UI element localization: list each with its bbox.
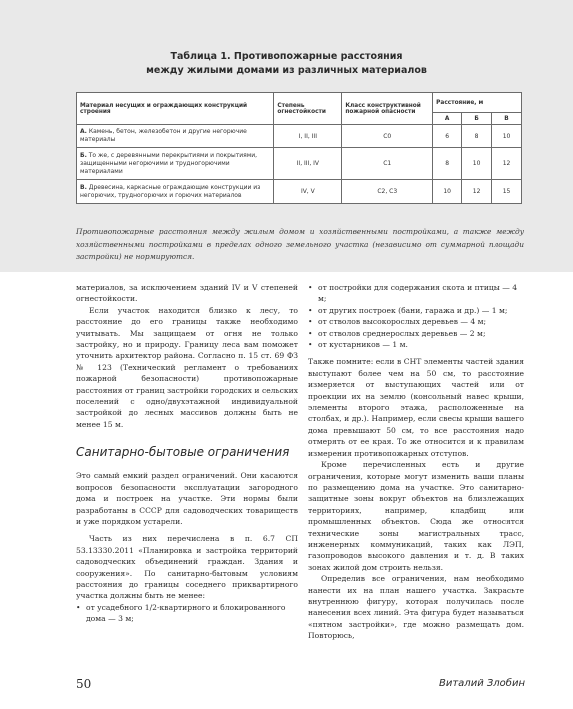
paragraph: Если участок находится близко к лесу, то расстояние до его границы также необходимо учитывать. Мы защищаем от огня не только застройку, но и природу. Границу леса вам поможет уточнить архитектор района. Согласно п. 15 ст. 69 ФЗ № 123 (Технический регламент о требованиях пожарной безопасности) противопожарные расстояния от границ застройки городских и сельских поселений с одно/двухэтажной индивидуальной застройкой до лесных массивов должны быть не менее 15 м. bbox=[76, 305, 298, 429]
header-distance: Расстояние, м bbox=[433, 93, 522, 113]
row-class: C2, C3 bbox=[342, 180, 433, 204]
list-item: • от кустарников — 1 м. bbox=[308, 340, 408, 350]
section-heading: Санитарно-бытовые ограничения bbox=[76, 445, 290, 460]
left-column bbox=[76, 282, 298, 625]
bullet-icon: • bbox=[308, 340, 313, 350]
row-b: 10 bbox=[462, 148, 492, 180]
list-item: • от других построек (бани, гаража и др.) — 1 м; bbox=[308, 305, 508, 315]
distance-list bbox=[308, 282, 524, 350]
paragraph: Часть из них перечислена в п. 6.7 СП 53.13330.2011 «Планировка и застройка территорий садоводческих объединений граждан. Здания и сооружения». По санитарно-бытовым условиям расстояния до границы соседнего приквартирного участка должны быть не менее: bbox=[76, 534, 298, 601]
fire-distance-table bbox=[76, 92, 522, 204]
header-degree: Степень огнестойкости bbox=[274, 93, 342, 125]
row-degree: I, II, III bbox=[274, 125, 342, 148]
row-a: 10 bbox=[433, 180, 462, 204]
table-row bbox=[77, 148, 522, 180]
list-item: • от усадебного 1/2-квартирного и блокированного дома — 3 м; bbox=[76, 602, 286, 624]
paragraph: Также помните: если в СНТ элементы частей здания выступают более чем на 50 см, то расстояние измеряется от выступающих частей или от проекции их на землю (консольный навес крыши, элементы второго этажа, расположенные на столбах, и др.). Например, если свесы крыши вашего дома превышают 50 см, то все расстояния надо отмерять от ее края. То же относится и к правилам измерения противопожарных отступов. bbox=[308, 357, 524, 458]
table-row bbox=[77, 180, 522, 204]
header-material: Материал несущих и ограждающих конструкций строения bbox=[77, 93, 274, 125]
row-v: 10 bbox=[492, 125, 522, 148]
distance-list bbox=[76, 602, 298, 625]
header-class: Класс конструктивной пожарной опасности bbox=[342, 93, 433, 125]
row-material: Б. То же, с деревянными перекрытиями и покрытиями, защищенными негорючими и трудногорючими материалами bbox=[77, 148, 274, 180]
row-v: 12 bbox=[492, 148, 522, 180]
bullet-icon: • bbox=[308, 317, 313, 327]
table-note: Противопожарные расстояния между жилым домом и хозяйственными постройками, а также между хозяйственными постройками в пределах одного земельного участка (независимо от суммарной площади застройки) не нормируются. bbox=[76, 227, 524, 261]
bullet-icon: • bbox=[308, 328, 313, 338]
row-degree: IV, V bbox=[274, 180, 342, 204]
bullet-icon: • bbox=[76, 602, 81, 612]
paragraph: Это самый емкий раздел ограничений. Они касаются вопросов безопасности эксплуатации загородного дома и построек на участке. Эти нормы были разработаны в СССР для садоводческих товариществ и уже порядком устарели. bbox=[76, 471, 298, 526]
bullet-icon: • bbox=[308, 283, 313, 292]
row-class: C1 bbox=[342, 148, 433, 180]
table-header-row bbox=[77, 93, 522, 113]
list-item: • от стволов среднерослых деревьев — 2 м; bbox=[308, 328, 486, 338]
row-a: 8 bbox=[433, 148, 462, 180]
table-title-line2: между жилыми домами из различных материалов bbox=[146, 65, 427, 76]
paragraph: Определив все ограничения, нам необходимо нанести их на план нашего участка. Закрасьте внутреннюю фигуру, которая получилась после нанесения всех линий. Эта фигура будет называться «пятном застройки», где можно размещать дом. Повторюсь, bbox=[308, 574, 524, 641]
row-b: 12 bbox=[462, 180, 492, 204]
page-number: 50 bbox=[76, 677, 92, 691]
right-column bbox=[308, 282, 524, 642]
bullet-icon: • bbox=[308, 305, 313, 315]
paragraph: материалов, за исключением зданий IV и V степеней огнестойкости. bbox=[76, 283, 298, 304]
row-material: В. Древесина, каркасные ограждающие конструкции из негорючих, трудногорючих и горючих материалов bbox=[77, 180, 274, 204]
row-a: 6 bbox=[433, 125, 462, 148]
row-class: C0 bbox=[342, 125, 433, 148]
header-v: В bbox=[492, 113, 522, 125]
paragraph: Кроме перечисленных есть и другие ограничения, которые могут изменить ваши планы по размещению дома на участке. Это санитарно-защитные зоны вокруг объектов на близлежащих территориях, например, кладбищ или промышленных объектов. Сюда же относятся технические зоны магистральных трасс, инженерных коммуникаций, таких как ЛЭП, газопроводов высокого давления и т. д. В таких зонах жилой дом строить нельзя. bbox=[308, 460, 524, 572]
row-material: А. Камень, бетон, железобетон и другие негорючие материалы bbox=[77, 125, 274, 148]
table-row bbox=[77, 125, 522, 148]
header-a: А bbox=[433, 113, 462, 125]
row-degree: II, III, IV bbox=[274, 148, 342, 180]
row-b: 8 bbox=[462, 125, 492, 148]
table-title-line1: Таблица 1. Противопожарные расстояния bbox=[170, 51, 403, 62]
author-name: Виталий Злобин bbox=[438, 678, 525, 689]
row-v: 15 bbox=[492, 180, 522, 204]
list-item: • от постройки для содержания скота и птицы — 4 м; bbox=[308, 283, 518, 304]
header-b: Б bbox=[462, 113, 492, 125]
list-item: • от стволов высокорослых деревьев — 4 м; bbox=[308, 317, 487, 327]
table-title bbox=[0, 50, 573, 78]
